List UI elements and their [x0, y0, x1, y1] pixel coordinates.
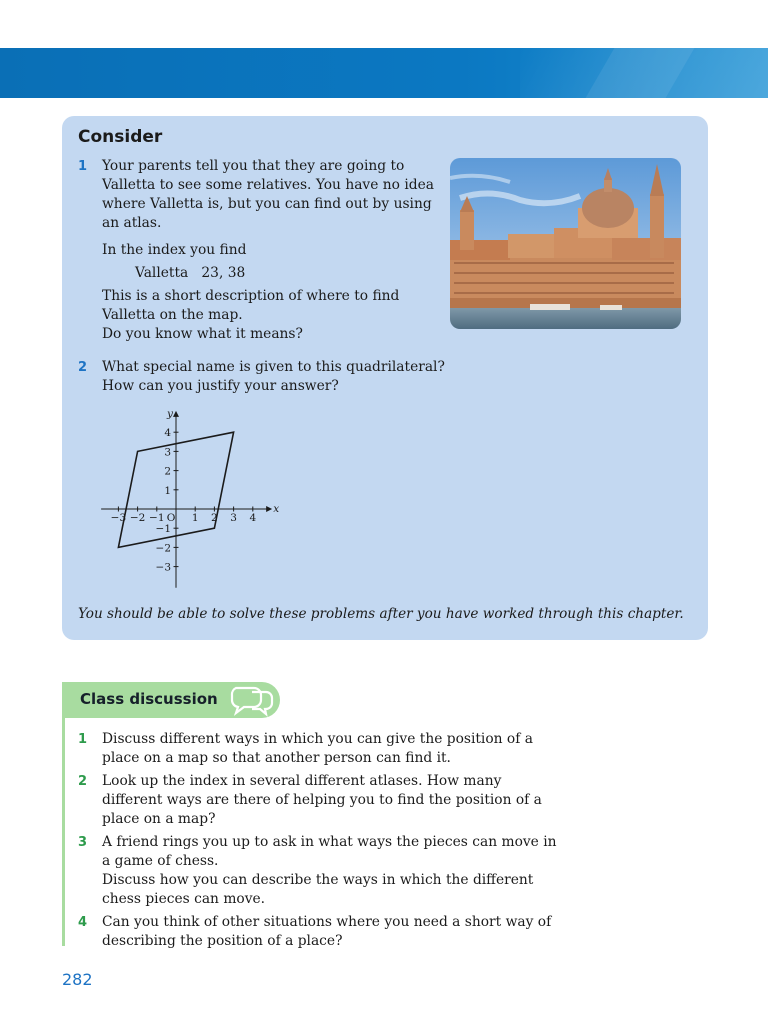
consider-footer: You should be able to solve these problems after you have worked through this chapter.	[78, 606, 684, 622]
x-tick-label: −2	[129, 512, 146, 524]
chapter-title: Coordinates	[130, 3, 341, 39]
y-axis-label: y	[167, 407, 173, 420]
question-2-line: How can you justify your answer?	[102, 378, 339, 394]
y-tick-label: 1	[164, 484, 171, 497]
y-tick-label: 3	[164, 446, 171, 459]
chapter-banner	[0, 48, 768, 98]
discussion-line: different ways are there of helping you to find the position of a	[102, 792, 542, 808]
question-1-line: an atlas.	[102, 215, 162, 231]
consider-heading: Consider	[78, 127, 163, 147]
discussion-line: Can you think of other situations where you need a short way of	[102, 914, 552, 930]
class-discussion-rule	[62, 718, 65, 946]
discussion-line: Look up the index in several different atlases. How many	[102, 773, 502, 789]
question-1-line: Valletta to see some relatives. You have no idea	[102, 177, 434, 193]
speech-bubbles-icon	[228, 682, 276, 718]
x-axis-label: x	[273, 503, 280, 515]
index-entry: Valletta 23, 38	[135, 265, 246, 281]
question-1-line: Your parents tell you that they are going to	[102, 158, 405, 174]
discussion-number: 2	[78, 774, 88, 789]
y-tick-label: −3	[155, 561, 171, 574]
y-axis-arrow	[173, 411, 179, 417]
x-tick-label: 1	[191, 512, 199, 524]
x-tick-label: 2	[211, 512, 218, 524]
discussion-line: a game of chess.	[102, 853, 219, 869]
question-number: 1	[78, 159, 88, 174]
index-intro: In the index you find	[102, 242, 247, 258]
x-axis-arrow	[266, 506, 272, 512]
question-1-desc-line: Valletta on the map.	[102, 307, 243, 323]
coordinate-graph	[98, 404, 288, 588]
discussion-number: 3	[78, 835, 88, 850]
question-1-line: where Valletta is, but you can find out by using	[102, 196, 432, 212]
discussion-line: place on a map?	[102, 811, 216, 827]
question-2-line: What special name is given to this quadrilateral?	[102, 359, 445, 375]
question-number: 2	[78, 360, 88, 375]
origin-label: O	[166, 512, 176, 524]
x-tick-label: 4	[249, 512, 257, 524]
valletta-photo	[450, 158, 681, 329]
chapter-number: 16	[66, 3, 115, 44]
question-1-desc-line: Do you know what it means?	[102, 326, 303, 342]
y-tick-label: 2	[164, 465, 171, 478]
discussion-line: Discuss different ways in which you can give the position of a	[102, 731, 533, 747]
class-discussion-heading: Class discussion	[80, 690, 218, 708]
page-number: 282	[62, 970, 93, 989]
x-tick-label: 3	[230, 512, 237, 524]
y-tick-label: −2	[155, 542, 171, 555]
discussion-number: 4	[78, 915, 88, 930]
discussion-line: Discuss how you can describe the ways in which the different	[102, 872, 534, 888]
discussion-line: A friend rings you up to ask in what ways the pieces can move in	[102, 834, 557, 850]
discussion-number: 1	[78, 732, 88, 747]
x-tick-label: −3	[110, 512, 127, 524]
x-tick-label: −1	[149, 512, 165, 524]
discussion-line: describing the position of a place?	[102, 933, 343, 949]
discussion-line: chess pieces can move.	[102, 891, 266, 907]
y-tick-label: −1	[155, 523, 171, 536]
question-1-desc-line: This is a short description of where to find	[102, 288, 400, 304]
discussion-line: place on a map so that another person can find it.	[102, 750, 451, 766]
y-tick-label: 4	[164, 427, 171, 440]
